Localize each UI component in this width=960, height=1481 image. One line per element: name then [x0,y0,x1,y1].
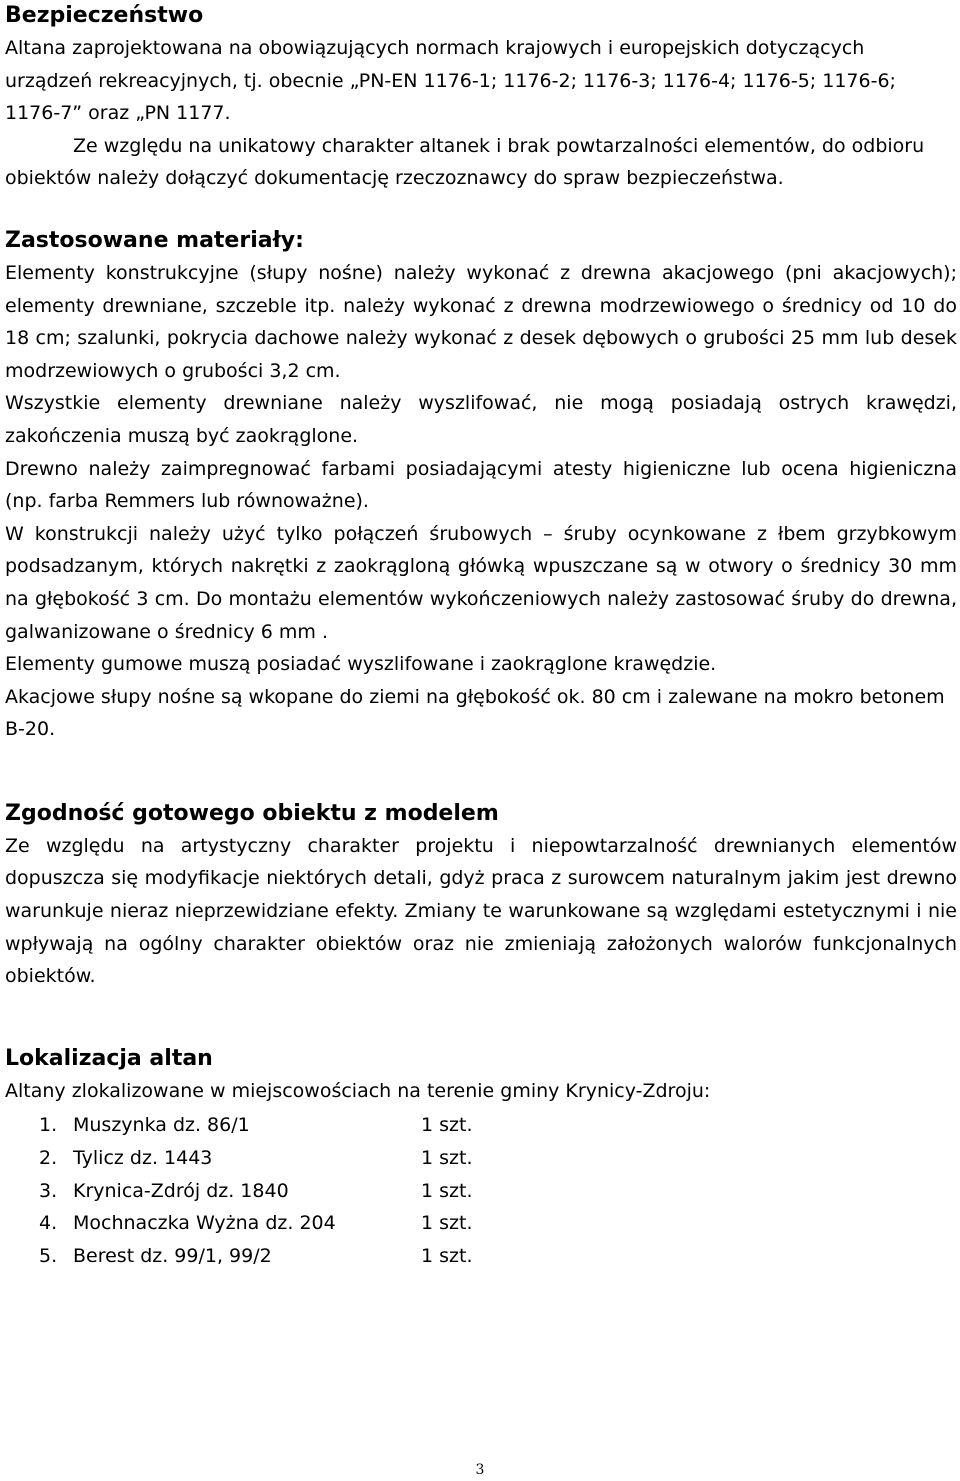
location-list [39,1109,473,1272]
list-item-place: Berest dz. 99/1, 99/2 [73,1244,272,1267]
paragraph-model-conformity: Ze względu na artystyczny charakter projektu i niepowtarzalność drewnianych elementów dopuszcza się modyfikacje niektórych detali, gdyż praca z surowcem naturalnym jakim jest drewno warunkuje nieraz nieprzewidziane efekty. Zmiany te warunkowane są względami estetycznymi i nie wpływają na ogólny charakter obiektów oraz nie zmieniają założonych walorów funkcjonalnych obiektów. [5,834,957,988]
list-item-place: Mochnaczka Wyżna dz. 204 [73,1212,336,1235]
list-item-quantity: 1 szt. [421,1147,473,1170]
list-item-quantity: 1 szt. [421,1114,473,1137]
list-item [39,1207,473,1240]
list-item-place: Muszynka dz. 86/1 [73,1114,250,1137]
paragraph-sanding: Wszystkie elementy drewniane należy wyszlifować, nie mogą posiadają ostrych krawędzi, zakończenia muszą być zaokrąglone. [5,392,957,447]
paragraph-impregnation: Drewno należy zaimpregnować farbami posiadającymi atesty higieniczne lub ocena higieniczna (np. farba Remmers lub równoważne). [5,457,957,513]
list-item [39,1175,473,1208]
list-item-number: 3. [39,1179,58,1202]
page-number: 3 [475,1462,485,1478]
list-item-number: 2. [39,1147,58,1170]
list-item-number: 5. [39,1244,58,1267]
heading-bezpieczenstwo: Bezpieczeństwo [5,3,204,28]
list-item-number: 1. [39,1114,58,1137]
list-item-number: 4. [39,1212,58,1235]
paragraph-rubber: Elementy gumowe muszą posiadać wyszlifowane i zaokrąglone krawędzie. [5,653,717,676]
document-page [5,0,957,1272]
list-item-quantity: 1 szt. [421,1244,473,1267]
list-item [39,1109,473,1142]
list-item-place: Krynica-Zdrój dz. 1840 [73,1179,289,1202]
paragraph-norms: Altana zaprojektowana na obowiązujących normach krajowych i europejskich dotyczących urządzeń rekreacyjnych, tj. obecnie „PN-EN 1176-1; 1176-2; 1176-3; 1176-4; 1176-5; 1176-6; 1176-7” oraz „PN 1177. [5,37,896,125]
list-item [39,1240,473,1273]
paragraph-posts: Akacjowe słupy nośne są wkopane do ziemi na głębokość ok. 80 cm i zalewane na mokro betonem B-20. [5,685,945,741]
list-item-quantity: 1 szt. [421,1212,473,1235]
list-item [39,1142,473,1175]
paragraph-safety-expert: Ze względu na unikatowy charakter altanek i brak powtarzalności elementów, do odbioru obiektów należy dołączyć dokumentację rzeczoznawcy do spraw bezpieczeństwa. [5,134,925,190]
paragraph-location-intro: Altany zlokalizowane w miejscowościach na terenie gminy Krynicy-Zdroju: [5,1079,711,1102]
heading-lokalizacja: Lokalizacja altan [5,1045,213,1071]
heading-zgodnosc: Zgodność gotowego obiektu z modelem [5,800,499,826]
list-item-quantity: 1 szt. [421,1179,473,1202]
paragraph-construction-wood: Elementy konstrukcyjne (słupy nośne) należy wykonać z drewna akacjowego (pni akacjowych); elementy drewniane, szczeble itp. należy wykonać z drewna modrzewiowego o średnicy od 10 do 18 cm; szalunki, pokrycia dachowe należy wykonać z desek dębowych o grubości 25 mm lub desek modrzewiowych o grubości 3,2 cm. [5,261,957,382]
heading-materialy: Zastosowane materiały: [5,227,304,253]
paragraph-screws: W konstrukcji należy użyć tylko połączeń śrubowych – śruby ocynkowane z łbem grzybkowym podsadzanym, których nakrętki z zaokrągloną główką wpuszczane są w otwory o średnicy 30 mm na głębokość 3 cm. Do montażu elementów wykończeniowych należy zastosować śruby do drewna, galwanizowane o średnicy 6 mm . [5,522,957,643]
list-item-place: Tylicz dz. 1443 [73,1147,213,1170]
